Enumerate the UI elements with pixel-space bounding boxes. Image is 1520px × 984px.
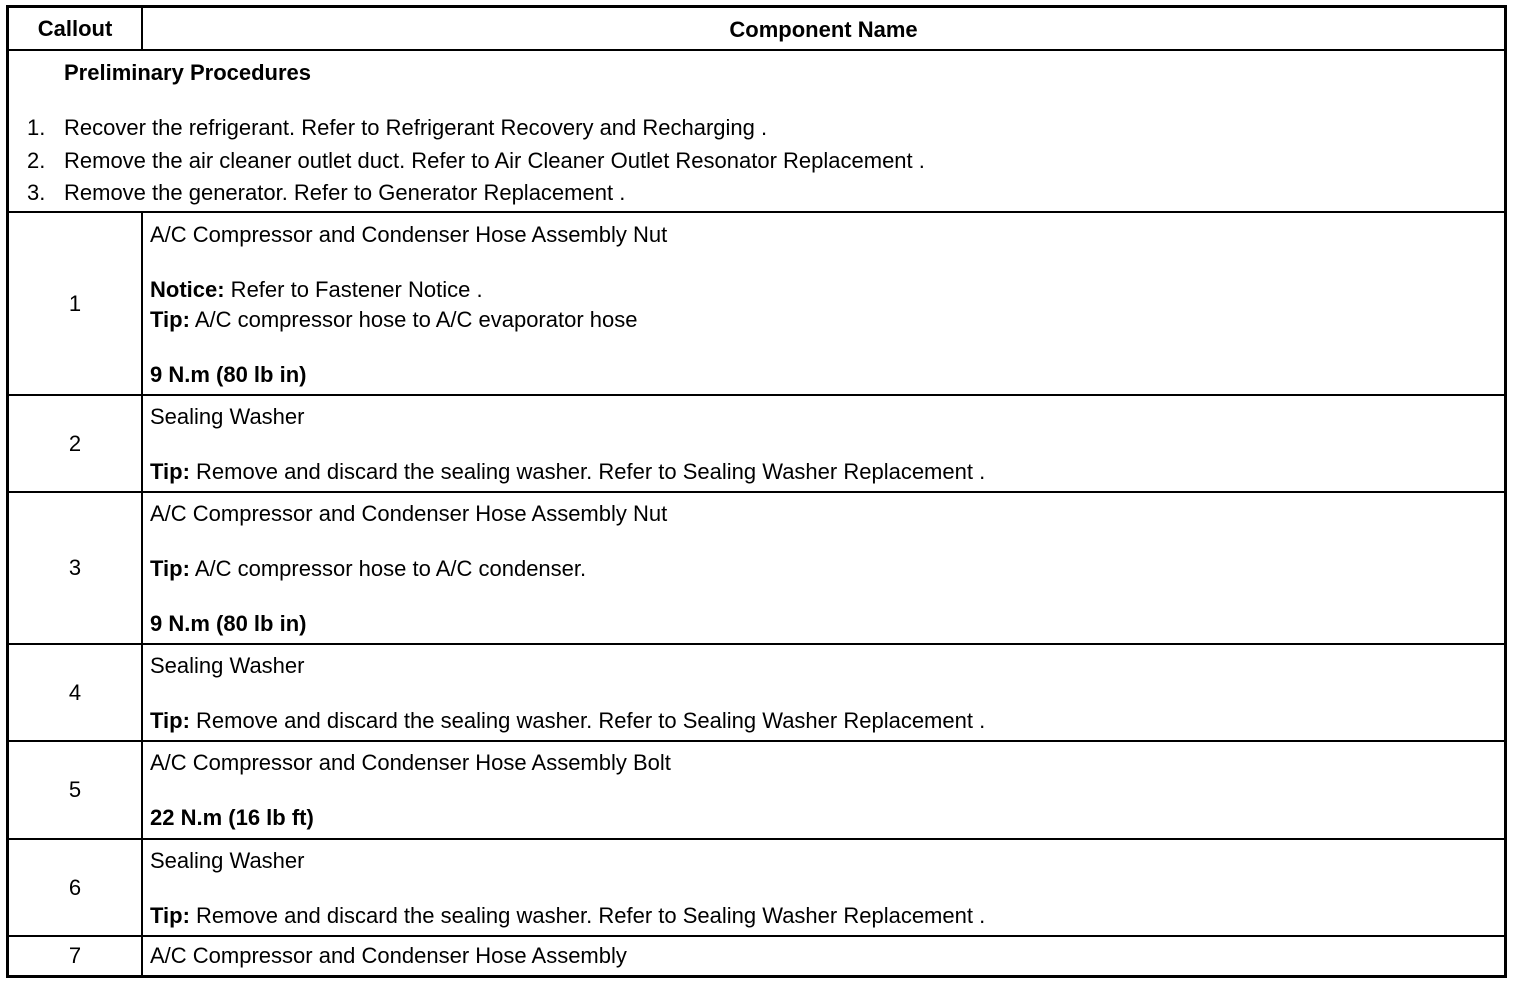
- component-name: A/C Compressor and Condenser Hose Assembly: [150, 943, 627, 968]
- callout-header: Callout: [9, 8, 143, 49]
- preliminary-step: [27, 180, 625, 206]
- tip-text: Remove and discard the sealing washer. Refer to Sealing Washer Replacement .: [189, 903, 986, 928]
- tip-line: [150, 556, 586, 582]
- step-number: 3.: [27, 180, 46, 205]
- procedure-table: [6, 5, 1507, 978]
- table-header: [9, 8, 1504, 51]
- tip-text: Remove and discard the sealing washer. Refer to Sealing Washer Replacement .: [189, 708, 986, 733]
- table-row: [9, 213, 1504, 396]
- component-name-header: Component Name: [729, 17, 918, 42]
- callout-number: 7: [9, 937, 143, 975]
- tip-label: Tip:: [150, 307, 190, 332]
- table-row: [9, 742, 1504, 840]
- preliminary-title: Preliminary Procedures: [64, 60, 312, 85]
- component-name: Sealing Washer: [150, 404, 305, 429]
- tip-text: A/C compressor hose to A/C condenser.: [189, 556, 587, 581]
- tip-label: Tip:: [150, 708, 190, 733]
- step-text: Remove the generator. Refer to Generator Replacement .: [64, 180, 626, 205]
- notice-line: [150, 277, 483, 303]
- callout-number: 3: [9, 493, 143, 643]
- callout-number: 4: [9, 645, 143, 740]
- torque-spec: 9 N.m (80 lb in): [150, 611, 307, 636]
- tip-label: Tip:: [150, 903, 190, 928]
- step-text: Recover the refrigerant. Refer to Refrigerant Recovery and Recharging .: [64, 115, 768, 140]
- tip-line: [150, 459, 985, 485]
- tip-text: Remove and discard the sealing washer. Refer to Sealing Washer Replacement .: [189, 459, 986, 484]
- component-name: Sealing Washer: [150, 848, 305, 873]
- component-name: A/C Compressor and Condenser Hose Assembly Nut: [150, 501, 668, 526]
- component-name: A/C Compressor and Condenser Hose Assembly Bolt: [150, 750, 671, 775]
- notice-text: Refer to Fastener Notice .: [224, 277, 483, 302]
- torque-spec: 22 N.m (16 lb ft): [150, 805, 314, 830]
- step-number: 1.: [27, 115, 46, 140]
- tip-label: Tip:: [150, 459, 190, 484]
- callout-number: 5: [9, 742, 143, 838]
- table-row: [9, 937, 1504, 975]
- step-text: Remove the air cleaner outlet duct. Refer to Air Cleaner Outlet Resonator Replacement .: [64, 148, 925, 173]
- step-number: 2.: [27, 148, 46, 173]
- table-row: [9, 645, 1504, 742]
- torque-spec: 9 N.m (80 lb in): [150, 362, 307, 387]
- tip-line: [150, 708, 985, 734]
- table-row: [9, 493, 1504, 645]
- preliminary-procedures: [9, 51, 1504, 213]
- preliminary-step: [27, 115, 767, 141]
- tip-label: Tip:: [150, 556, 190, 581]
- notice-label: Notice:: [150, 277, 225, 302]
- preliminary-step: [27, 148, 925, 174]
- callout-number: 6: [9, 840, 143, 935]
- table-row: [9, 396, 1504, 493]
- table-row: [9, 840, 1504, 937]
- callout-number: 1: [9, 213, 143, 394]
- component-name: Sealing Washer: [150, 653, 305, 678]
- component-name: A/C Compressor and Condenser Hose Assembly Nut: [150, 222, 668, 247]
- tip-line: [150, 307, 637, 333]
- tip-text: A/C compressor hose to A/C evaporator hose: [189, 307, 638, 332]
- callout-number: 2: [9, 396, 143, 491]
- tip-line: [150, 903, 985, 929]
